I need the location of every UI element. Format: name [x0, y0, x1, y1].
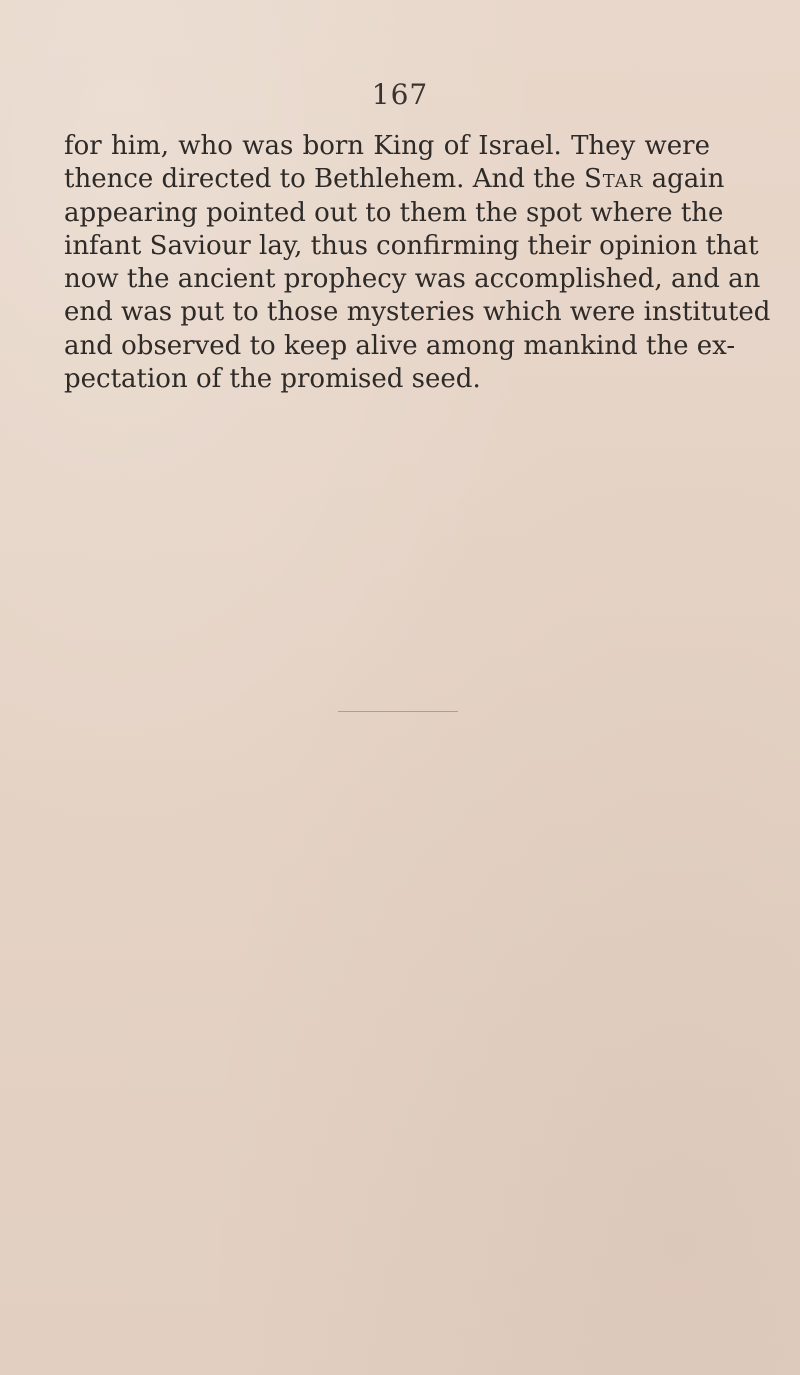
text-line-2-end: again [643, 164, 725, 195]
text-line-2-start: thence directed to Bethlehem. And the [64, 164, 584, 195]
text-line-6: end was put to those mysteries which were instituted [64, 297, 771, 328]
text-line-1: for him, who was born King of Israel. They were [64, 131, 710, 161]
body-paragraph [64, 130, 771, 396]
star-word: Star [583, 164, 644, 195]
text-line-5: now the ancient prophecy was accomplished, and an [64, 264, 761, 295]
text-line-2 [64, 163, 725, 196]
text-line-7: and observed to keep alive among mankind the ex- [64, 330, 736, 361]
text-line-3: appearing pointed out to them the spot where the [64, 197, 724, 228]
text-line-4: infant Saviour lay, thus confirming their opinion that [64, 230, 759, 261]
page-number: 167 [371, 78, 429, 111]
section-rule [338, 711, 458, 712]
text-line-8: pectation of the promised seed. [64, 364, 481, 395]
